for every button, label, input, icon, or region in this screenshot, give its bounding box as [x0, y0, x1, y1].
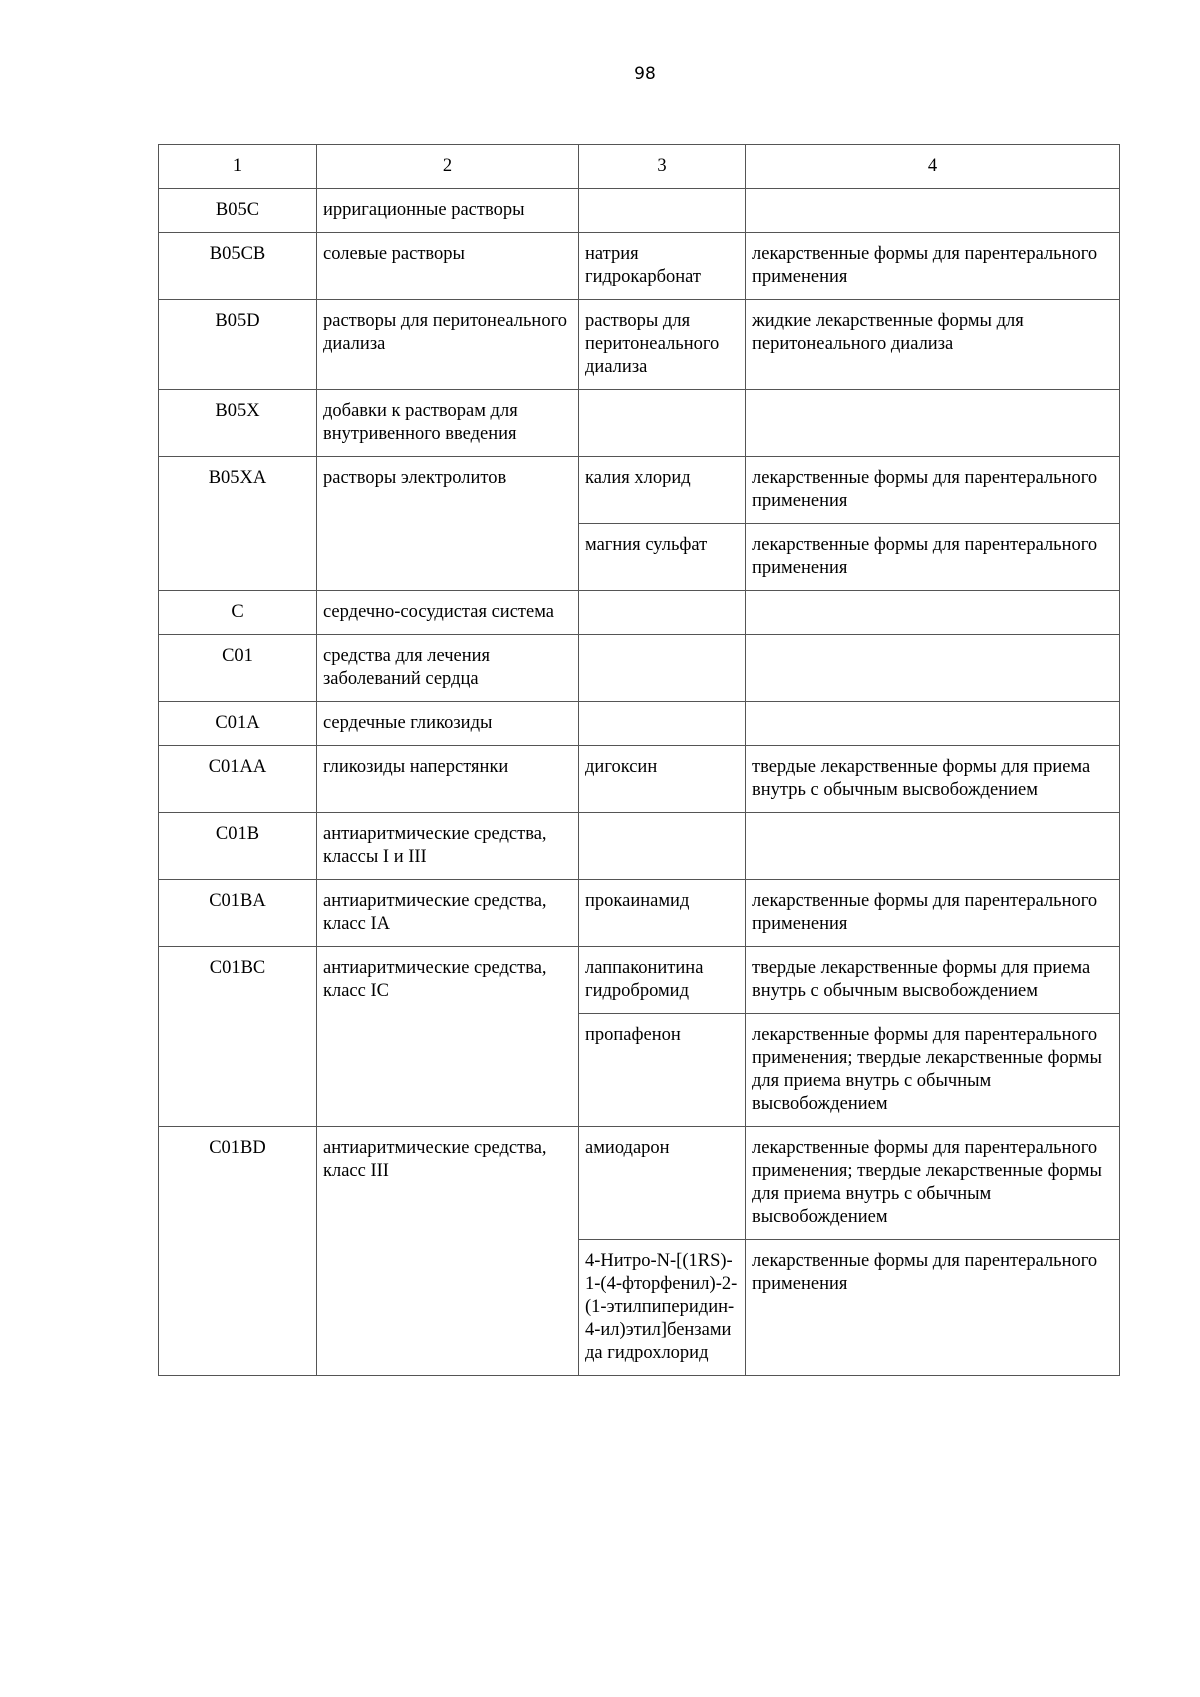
table-row	[159, 390, 1120, 457]
table-row	[159, 1127, 1120, 1240]
drug-name-cell: дигоксин	[579, 746, 746, 813]
group-cell: антиаритмические средства, классы I и III	[317, 813, 579, 880]
table-row	[159, 813, 1120, 880]
atc-code-cell: B05XA	[159, 457, 317, 591]
group-cell: добавки к растворам для внутривенного введения	[317, 390, 579, 457]
group-cell: сердечные гликозиды	[317, 702, 579, 746]
drug-name-cell	[579, 635, 746, 702]
column-header: 3	[579, 145, 746, 189]
drug-name-cell: калия хлорид	[579, 457, 746, 524]
atc-classification-table	[158, 144, 1120, 1376]
drug-name-cell: натрия гидрокарбонат	[579, 233, 746, 300]
group-cell: сердечно-сосудистая система	[317, 591, 579, 635]
group-cell: средства для лечения заболеваний сердца	[317, 635, 579, 702]
atc-code-cell: C01BD	[159, 1127, 317, 1376]
atc-code-cell: C	[159, 591, 317, 635]
column-header: 4	[746, 145, 1120, 189]
drug-name-cell	[579, 390, 746, 457]
group-cell: ирригационные растворы	[317, 189, 579, 233]
atc-code-cell: B05X	[159, 390, 317, 457]
dosage-forms-cell: лекарственные формы для парентерального применения; твердые лекарственные формы для приема внутрь с обычным высвобождением	[746, 1014, 1120, 1127]
dosage-forms-cell: твердые лекарственные формы для приема внутрь с обычным высвобождением	[746, 746, 1120, 813]
group-cell: антиаритмические средства, класс IA	[317, 880, 579, 947]
table-row	[159, 591, 1120, 635]
dosage-forms-cell: лекарственные формы для парентерального применения	[746, 457, 1120, 524]
drug-name-cell: амиодарон	[579, 1127, 746, 1240]
drug-name-cell: прокаинамид	[579, 880, 746, 947]
dosage-forms-cell	[746, 189, 1120, 233]
drug-name-cell	[579, 189, 746, 233]
drug-name-cell: магния сульфат	[579, 524, 746, 591]
drug-name-cell	[579, 591, 746, 635]
drug-name-cell	[579, 1240, 746, 1376]
dosage-forms-cell: лекарственные формы для парентерального применения	[746, 233, 1120, 300]
group-cell: солевые растворы	[317, 233, 579, 300]
table-row	[159, 746, 1120, 813]
atc-code-cell: C01B	[159, 813, 317, 880]
drug-name-cell	[579, 813, 746, 880]
dosage-forms-cell	[746, 813, 1120, 880]
table-row	[159, 189, 1120, 233]
table-row	[159, 300, 1120, 390]
page-number: 98	[634, 64, 656, 84]
table-row	[159, 635, 1120, 702]
table-row	[159, 457, 1120, 524]
atc-code-cell: B05C	[159, 189, 317, 233]
dosage-forms-cell: лекарственные формы для парентерального применения	[746, 880, 1120, 947]
dosage-forms-cell: лекарственные формы для парентерального применения; твердые лекарственные формы для приема внутрь с обычным высвобождением	[746, 1127, 1120, 1240]
dosage-forms-cell: лекарственные формы для парентерального применения	[746, 524, 1120, 591]
atc-code-cell: C01BC	[159, 947, 317, 1127]
dosage-forms-cell: жидкие лекарственные формы для перитонеального диализа	[746, 300, 1120, 390]
dosage-forms-cell	[746, 702, 1120, 746]
table-row	[159, 880, 1120, 947]
group-cell: растворы электролитов	[317, 457, 579, 591]
atc-code-cell: C01	[159, 635, 317, 702]
dosage-forms-cell	[746, 635, 1120, 702]
group-cell: антиаритмические средства, класс III	[317, 1127, 579, 1376]
dosage-forms-cell: лекарственные формы для парентерального применения	[746, 1240, 1120, 1376]
group-cell: гликозиды наперстянки	[317, 746, 579, 813]
dosage-forms-cell: твердые лекарственные формы для приема внутрь с обычным высвобождением	[746, 947, 1120, 1014]
group-cell: растворы для перитонеального диализа	[317, 300, 579, 390]
atc-code-cell: B05D	[159, 300, 317, 390]
atc-code-cell: C01AA	[159, 746, 317, 813]
table-row	[159, 947, 1120, 1014]
atc-code-cell: C01A	[159, 702, 317, 746]
dosage-forms-cell	[746, 390, 1120, 457]
drug-name-cell: лаппаконитина гидробромид	[579, 947, 746, 1014]
dosage-forms-cell	[746, 591, 1120, 635]
column-header: 1	[159, 145, 317, 189]
column-header: 2	[317, 145, 579, 189]
drug-name-cell	[579, 702, 746, 746]
drug-name-cell: растворы для перитонеального диализа	[579, 300, 746, 390]
drug-name-text: 4-Нитро-N-[(1RS)-1-(4-фторфенил)-2-(1-этилпиперидин-4-ил)этил]бензамида гидрохлорид	[585, 1251, 738, 1363]
table-header-row	[159, 145, 1120, 189]
atc-code-cell: C01BA	[159, 880, 317, 947]
table-row	[159, 702, 1120, 746]
group-cell: антиаритмические средства, класс IC	[317, 947, 579, 1127]
drug-name-cell: пропафенон	[579, 1014, 746, 1127]
atc-code-cell: B05CB	[159, 233, 317, 300]
table-row	[159, 233, 1120, 300]
